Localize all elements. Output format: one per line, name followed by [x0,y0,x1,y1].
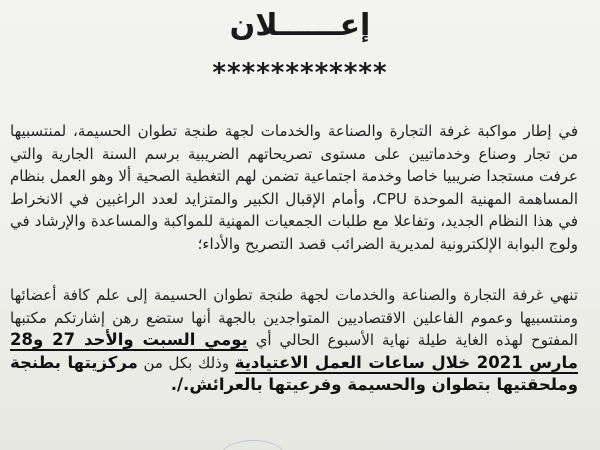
paragraph-context: في إطار مواكبة غرفة التجارة والصناعة والخدمات لجهة طنجة تطوان الحسيمة، لمنتسبيها من تجار وصناع وخدماتيين على مستوى تصريحاتهم الضريبية برسم السنة الجارية والتي عرفت مستجدا ضريبيا خاصا وخدمة اجتماعية تضمن لهم التغطية الصحية ألا وهو العمل بنظام المساهمة المهنية الموحدة CPU، وأمام الإقبال الكبير والمتزايد لعدد الراغبين في الانخراط في هذا النظام الجديد، وتفاعلا مع طلبات الجمعيات المهنية للمواكبة والمساعدة والإرشاد في ولوج البوابة الإلكترونية لمديرية الضرائب قصد التصريح والأداء؛ [10,122,579,253]
schedule-dates: يومي السبت والأحد 27 و28 مارس 2021 خلال ساعات العمل الاعتيادية [10,330,578,372]
announcement-title: إعــــــلان [229,8,371,43]
closing-mark: ./. [170,375,190,394]
announcement-connector: وذلك بكل من [143,353,230,372]
office-locations: مركزيتها بطنجة وملحقتيها بتطوان والحسيمة وفرعيتها بالعرائش [10,352,578,394]
paragraph-announcement [10,284,578,397]
announcement-intro: تنهي غرفة التجارة والصناعة والخدمات لجهة طنجة تطوان الحسيمة إلى علم كافة أعضائها ومنتسبيها وعموم الفاعلين الاقتصاديين المتواجدين بالجهة أنها ستضع رهن إشارتكم مكتبها المفتوح لهذه الغاية طيلة نهاية الأسبوع الحالي أي [10,286,578,349]
title-separator: ************ [212,58,388,88]
stamp-mark [222,440,284,450]
